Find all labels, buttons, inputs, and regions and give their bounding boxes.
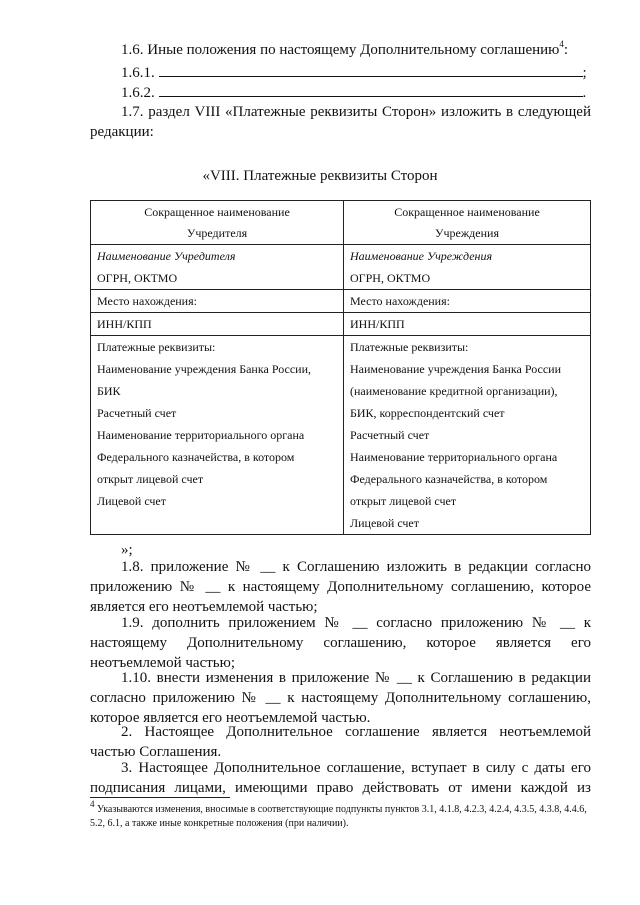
col1-payment-line: Федерального казначейства, в котором bbox=[97, 450, 295, 464]
footnote-ref: 4 bbox=[559, 39, 564, 49]
col2-payment-line: Наименование территориального органа bbox=[350, 450, 558, 464]
col2-payment-line: Федерального казначейства, в котором bbox=[350, 472, 548, 486]
clause-1-9-line1: 1.9. дополнить приложением № __ согласно приложению № __ к bbox=[121, 615, 591, 631]
col2-location: Место нахождения: bbox=[344, 290, 591, 313]
col1-name-cell bbox=[91, 245, 344, 290]
footnote-mark: 4 bbox=[90, 798, 95, 809]
clause-2-line2: частью Соглашения. bbox=[90, 744, 222, 760]
col2-ogrn: ОГРН, ОКТМО bbox=[350, 271, 431, 285]
table-row-location bbox=[91, 290, 591, 313]
clause-1-7-line1: 1.7. раздел VIII «Платежные реквизиты Сторон» изложить в следующей bbox=[121, 104, 591, 120]
col2-payment-line: (наименование кредитной организации), bbox=[350, 384, 558, 398]
clause-1-6-1 bbox=[121, 62, 587, 83]
section-heading: «VIII. Платежные реквизиты Сторон bbox=[202, 168, 438, 184]
col2-name: Наименование Учреждения bbox=[350, 249, 493, 263]
col2-inn: ИНН/КПП bbox=[344, 313, 591, 336]
clause-1-6-text: 1.6. Иные положения по настоящему Дополнительному соглашению bbox=[121, 42, 560, 58]
col1-header bbox=[91, 201, 344, 245]
closing-quote: »; bbox=[121, 542, 133, 558]
clause-1-8-line2: приложению № __ к настоящему Дополнительному соглашению, которое bbox=[90, 579, 591, 595]
col1-payment-line: открыт лицевой счет bbox=[97, 472, 204, 486]
col2-payment-line: Расчетный счет bbox=[350, 428, 430, 442]
clause-1-8-line3: является его неотъемлемой частью; bbox=[90, 599, 318, 615]
col1-payment-line: Наименование учреждения Банка России, bbox=[97, 362, 311, 376]
clause-1-9-line3: неотъемлемой частью; bbox=[90, 655, 235, 671]
clause-1-6-2-label: 1.6.2. bbox=[121, 85, 155, 101]
col1-name: Наименование Учредителя bbox=[97, 249, 236, 263]
table-row-name bbox=[91, 245, 591, 290]
clause-1-6-2-blank bbox=[159, 82, 583, 97]
clause-1-6-1-end: ; bbox=[582, 65, 587, 81]
table-row-inn bbox=[91, 313, 591, 336]
footnote-separator bbox=[90, 797, 230, 798]
col1-ogrn: ОГРН, ОКТМО bbox=[97, 271, 178, 285]
clause-1-9-line2: настоящему Дополнительному соглашению, которое является его bbox=[90, 635, 591, 651]
col2-name-cell bbox=[344, 245, 591, 290]
col2-payment-line: БИК, корреспондентский счет bbox=[350, 406, 505, 420]
col1-inn: ИНН/КПП bbox=[91, 313, 344, 336]
col2-payment-line: Платежные реквизиты: bbox=[350, 340, 469, 354]
col1-payment-line: Наименование территориального органа bbox=[97, 428, 305, 442]
clause-1-8-line1: 1.8. приложение № __ к Соглашению изложить в редакции согласно bbox=[121, 559, 591, 575]
col2-header-line2: Учреждения bbox=[435, 226, 499, 240]
col1-payment-line: БИК bbox=[97, 384, 121, 398]
clause-1-6-2-end: . bbox=[582, 85, 587, 101]
col2-payment-line: Наименование учреждения Банка России bbox=[350, 362, 561, 376]
clause-1-10-line3: которое является его неотъемлемой частью. bbox=[90, 710, 371, 726]
col2-header-line1: Сокращенное наименование bbox=[394, 205, 540, 219]
clause-1-6-colon: : bbox=[563, 42, 569, 58]
table-header-row bbox=[91, 201, 591, 245]
col2-payment-line: Лицевой счет bbox=[350, 516, 420, 530]
col1-header-line2: Учредителя bbox=[186, 226, 248, 240]
footnote-text: Указываются изменения, вносимые в соответствующие подпункты пунктов 3.1, 4.1.8, 4.2.3, 4.2.4, 4.3.5, 4.3.8, 4.4.6, 5.2, 6.1, а также иные конкретные положения (при наличии). bbox=[90, 804, 587, 829]
table-row-payment bbox=[91, 336, 591, 535]
col1-payment-line: Лицевой счет bbox=[97, 494, 167, 508]
clause-2-line1: 2. Настоящее Дополнительное соглашение является неотъемлемой bbox=[121, 724, 591, 740]
clause-3-line2: подписания лицами, имеющими право действовать от имени каждой из bbox=[90, 780, 591, 796]
clause-1-6-2 bbox=[121, 82, 586, 103]
clause-1-6-1-label: 1.6.1. bbox=[121, 65, 155, 81]
clause-1-6 bbox=[121, 40, 568, 60]
clause-1-7-line2: редакции: bbox=[90, 124, 154, 140]
clause-1-10-line2: согласно приложению № __ к настоящему Дополнительному соглашению, bbox=[90, 690, 591, 706]
col1-location: Место нахождения: bbox=[91, 290, 344, 313]
col1-payment-cell bbox=[91, 336, 344, 535]
col1-header-line1: Сокращенное наименование bbox=[144, 205, 290, 219]
clause-1-6-1-blank bbox=[159, 62, 583, 77]
col2-payment-line: открыт лицевой счет bbox=[350, 494, 457, 508]
col1-payment-line: Расчетный счет bbox=[97, 406, 177, 420]
clause-3-line1: 3. Настоящее Дополнительное соглашение, вступает в силу с даты его bbox=[121, 760, 591, 776]
clause-1-10-line1: 1.10. внести изменения в приложение № __ к Соглашению в редакции bbox=[121, 670, 591, 686]
col2-payment-cell bbox=[344, 336, 591, 535]
col1-payment-line: Платежные реквизиты: bbox=[97, 340, 216, 354]
requisites-table bbox=[90, 200, 591, 535]
col2-header bbox=[344, 201, 591, 245]
footnote bbox=[90, 798, 600, 831]
